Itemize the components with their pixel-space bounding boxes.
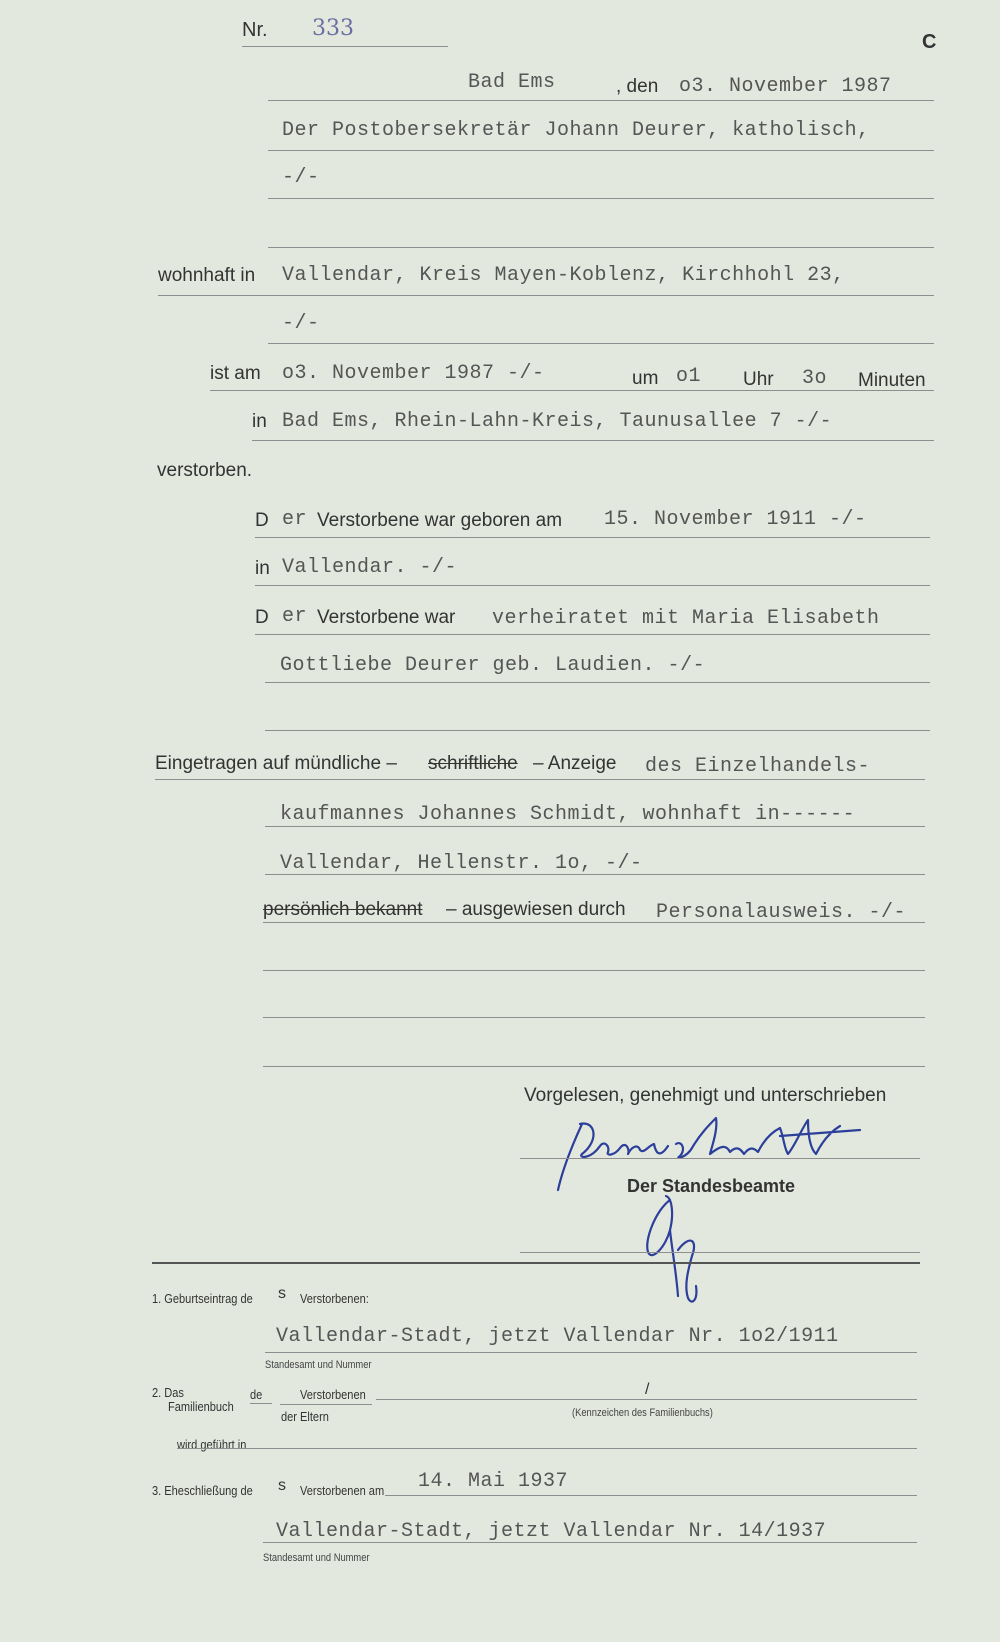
note3-s: s [278,1477,286,1494]
line [280,1404,372,1405]
standesamt-label: Standesamt und Nummer [265,1359,372,1371]
birth-in-label: in [255,558,270,579]
note3-value: Vallendar-Stadt, jetzt Vallendar Nr. 14/1937 [276,1520,827,1543]
line [268,198,934,199]
marriage-label: Verstorbene war [317,607,456,628]
place: Bad Ems [468,71,556,94]
birth-place: Vallendar. -/- [282,556,458,579]
death-place: Bad Ems, Rhein-Lahn-Kreis, Taunusallee 7 -/- [282,410,833,433]
ist-am-label: ist am [210,363,261,384]
death-date: o3. November 1987 -/- [282,362,545,385]
line [263,1542,917,1543]
report-label-b: – Anzeige [533,753,617,774]
note3-label: 3. Eheschließung de [152,1483,253,1498]
death-hour: o1 [676,365,702,388]
note3-suffix: Verstorbenen am [300,1483,385,1498]
marriage-er-suffix: er [282,605,308,628]
id-document: Personalausweis. -/- [656,901,907,924]
official-label: Der Standesbeamte [627,1176,796,1196]
known-struck: persönlich bekannt [263,899,423,920]
nr-label: Nr. [242,19,268,41]
note2-verstorbenen: Verstorbenen [300,1387,366,1402]
wohnhaft-label: wohnhaft in [158,265,256,286]
line [177,1448,917,1449]
date-line [268,100,934,101]
marriage-d-prefix: D [255,607,269,628]
note1-label: 1. Geburtseintrag de [152,1291,253,1306]
line [210,390,934,391]
note1-s: s [278,1285,286,1302]
spouse-cont: Gottliebe Deurer geb. Laudien. -/- [280,654,706,677]
standesamt-label-2: Standesamt und Nummer [263,1552,370,1564]
verstorben-label: verstorben. [157,460,253,481]
line [265,730,930,731]
line [255,537,930,538]
note2-de: de [250,1387,263,1402]
line [385,1495,917,1496]
line [265,682,930,683]
note3-date: 14. Mai 1937 [418,1470,569,1493]
line [252,440,934,441]
line [155,779,925,780]
informant-line3: Vallendar, Hellenstr. 1o, -/- [280,852,643,875]
deceased-line2: -/- [282,166,320,189]
note2-eltern: der Eltern [281,1409,329,1424]
note2-label-b: Familienbuch [168,1399,234,1414]
line [265,826,925,827]
address-cont: -/- [282,312,320,335]
death-minutes: 3o [802,367,828,390]
nr-line [242,46,448,47]
line [268,343,934,344]
line [376,1399,917,1400]
section-separator [152,1262,920,1264]
line [255,585,930,586]
note2-slash: / [645,1381,650,1398]
line [255,634,930,635]
corner-letter: C [922,31,937,53]
note2-gefuehrt: wird geführt in [177,1437,247,1452]
line [263,1017,925,1018]
note2-kennzeichen: (Kennzeichen des Familienbuchs) [572,1407,713,1419]
deceased-line1: Der Postobersekretär Johann Deurer, katholisch, [282,119,870,142]
report-label-struck: schriftliche [428,753,518,774]
informant-line1: des Einzelhandels- [645,755,871,778]
id-label: – ausgewiesen durch [446,899,626,920]
den-label: , den [616,76,659,97]
um-label: um [632,368,659,389]
line [265,874,925,875]
marriage-status: verheiratet mit Maria Elisabeth [492,607,880,630]
line [158,295,934,296]
signature-line [520,1158,920,1159]
line [268,150,934,151]
note2-label-a: 2. Das [152,1385,184,1400]
document-date: o3. November 1987 [679,75,892,98]
minuten-label: Minuten [858,370,926,391]
official-signature-line [520,1252,920,1253]
birth-date: 15. November 1911 -/- [604,508,867,531]
report-label-a: Eingetragen auf mündliche – [155,753,397,774]
line [265,1352,917,1353]
address: Vallendar, Kreis Mayen-Koblenz, Kirchhohl 23, [282,264,845,287]
nr-value: 333 [312,16,354,41]
line [250,1403,272,1404]
uhr-label: Uhr [743,369,774,390]
birth-d-prefix: D [255,510,269,531]
informant-line2: kaufmannes Johannes Schmidt, wohnhaft in------ [280,803,856,826]
line [263,1066,925,1067]
official-signature-icon [636,1190,716,1310]
note1-suffix: Verstorbenen: [300,1291,369,1306]
line [263,970,925,971]
birth-er-suffix: er [282,508,308,531]
birth-label: Verstorbene war geboren am [317,510,563,531]
line [268,247,934,248]
read-approved-label: Vorgelesen, genehmigt und unterschrieben [524,1085,887,1106]
note1-value: Vallendar-Stadt, jetzt Vallendar Nr. 1o2/1911 [276,1325,839,1348]
in-label: in [252,411,267,432]
line [263,922,925,923]
